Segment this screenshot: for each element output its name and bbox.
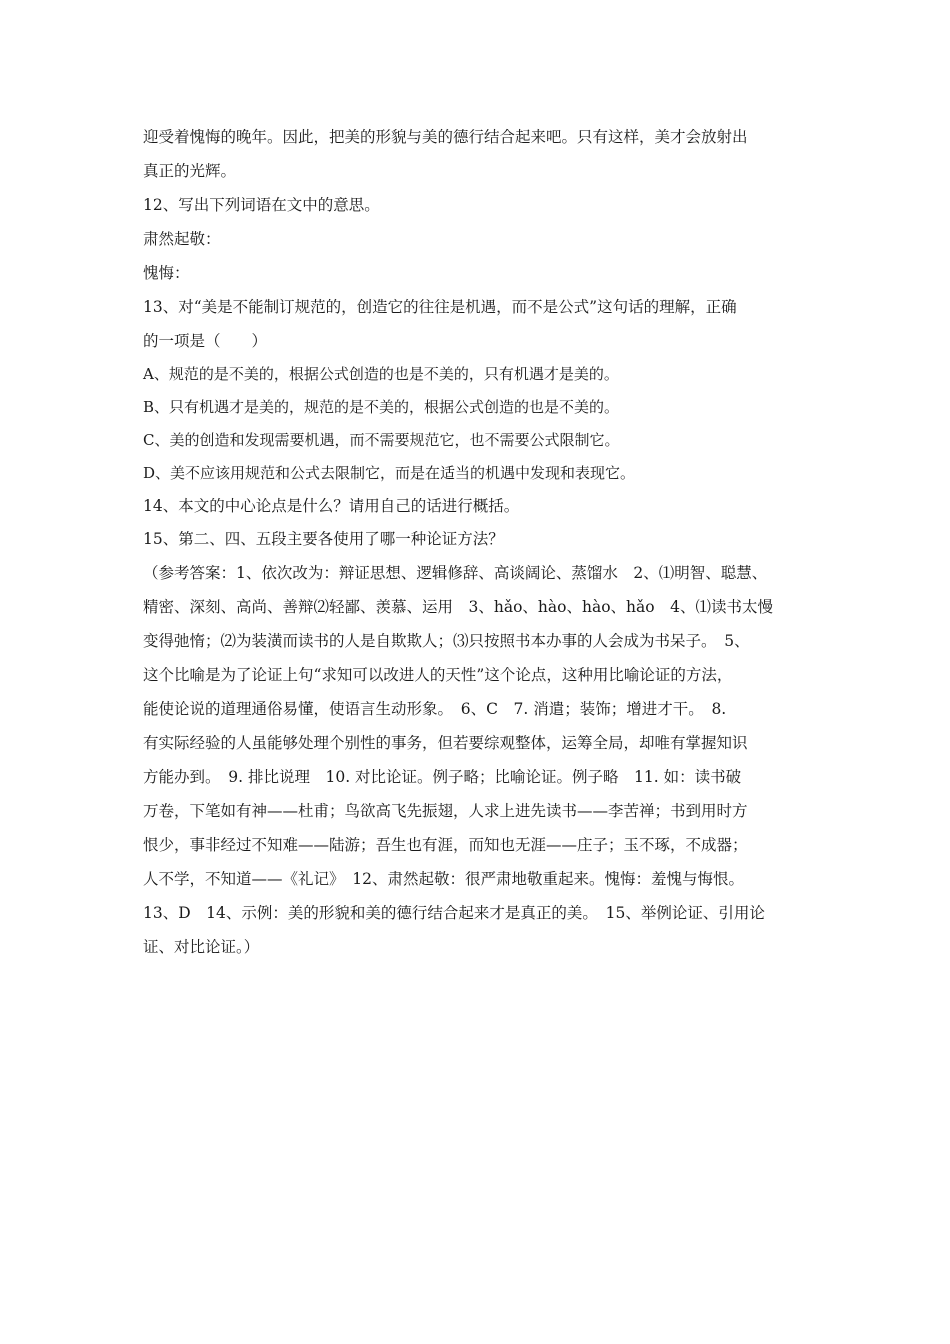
answer-key-line: 能使论说的道理通俗易懂，使语言生动形象。 6、C 7. 消遣；装饰；增进才干。 8. <box>143 700 727 718</box>
answer-key-line: 这个比喻是为了论证上句“求知可以改进人的天性”这个论点，这种用比喻论证的方法， <box>143 666 733 684</box>
question-13-option-d: D、美不应该用规范和公式去限制它，而是在适当的机遇中发现和表现它。 <box>143 464 636 482</box>
answer-key-line: 人不学，不知道——《礼记》 12、肃然起敬：很严肃地敬重起来。愧悔：羞愧与悔恨。 <box>143 870 744 888</box>
answer-key-line: 13、D 14、示例：美的形貌和美的德行结合起来才是真正的美。 15、举例论证、引用论 <box>143 904 765 922</box>
answer-key-line: 有实际经验的人虽能够处理个别性的事务，但若要综观整体，运筹全局，却唯有掌握知识 <box>143 734 748 752</box>
paragraph-line: 迎受着愧悔的晚年。因此，把美的形貌与美的德行结合起来吧。只有这样，美才会放射出 <box>143 128 748 146</box>
question-13-continued: 的一项是（ ） <box>143 332 268 350</box>
answer-key-line: （参考答案：1、依次改为：辩证思想、逻辑修辞、高谈阔论、蒸馏水 2、⑴明智、聪慧、 <box>143 564 768 582</box>
answer-key-line: 方能办到。 9. 排比说理 10. 对比论证。例子略；比喻论证。例子略 11. 如：读书破 <box>143 768 742 786</box>
document-body <box>143 120 813 964</box>
question-12-term-2: 愧悔： <box>143 264 190 282</box>
question-13-option-a: A、规范的是不美的，根据公式创造的也是不美的，只有机遇才是美的。 <box>143 365 619 383</box>
answer-key-line: 变得弛惰；⑵为装潢而读书的人是自欺欺人；⑶只按照书本办事的人会成为书呆子。 5、 <box>143 632 750 650</box>
question-15: 15、第二、四、五段主要各使用了哪一种论证方法？ <box>143 530 504 548</box>
answer-key-line: 万卷，下笔如有神——杜甫；鸟欲高飞先振翅，人求上进先读书——李苦禅；书到用时方 <box>143 802 748 820</box>
question-14: 14、本文的中心论点是什么？请用自己的话进行概括。 <box>143 497 520 515</box>
answer-key-line: 证、对比论证。） <box>143 938 260 956</box>
paragraph-line: 真正的光辉。 <box>143 162 237 180</box>
question-13-option-c: C、美的创造和发现需要机遇，而不需要规范它，也不需要公式限制它。 <box>143 431 620 449</box>
question-13-option-b: B、只有机遇才是美的，规范的是不美的，根据公式创造的也是不美的。 <box>143 398 620 416</box>
question-12: 12、写出下列词语在文中的意思。 <box>143 196 380 214</box>
answer-key-line: 精密、深刻、高尚、善辩⑵轻鄙、羡慕、运用 3、hǎo、hào、hào、hǎo 4、⑴读书太慢 <box>143 598 773 616</box>
question-12-term-1: 肃然起敬： <box>143 230 221 248</box>
question-13: 13、对“美是不能制订规范的，创造它的往往是机遇，而不是公式”这句话的理解，正确 <box>143 298 737 316</box>
answer-key-line: 恨少，事非经过不知难——陆游；吾生也有涯，而知也无涯——庄子；玉不琢，不成器； <box>143 836 748 854</box>
